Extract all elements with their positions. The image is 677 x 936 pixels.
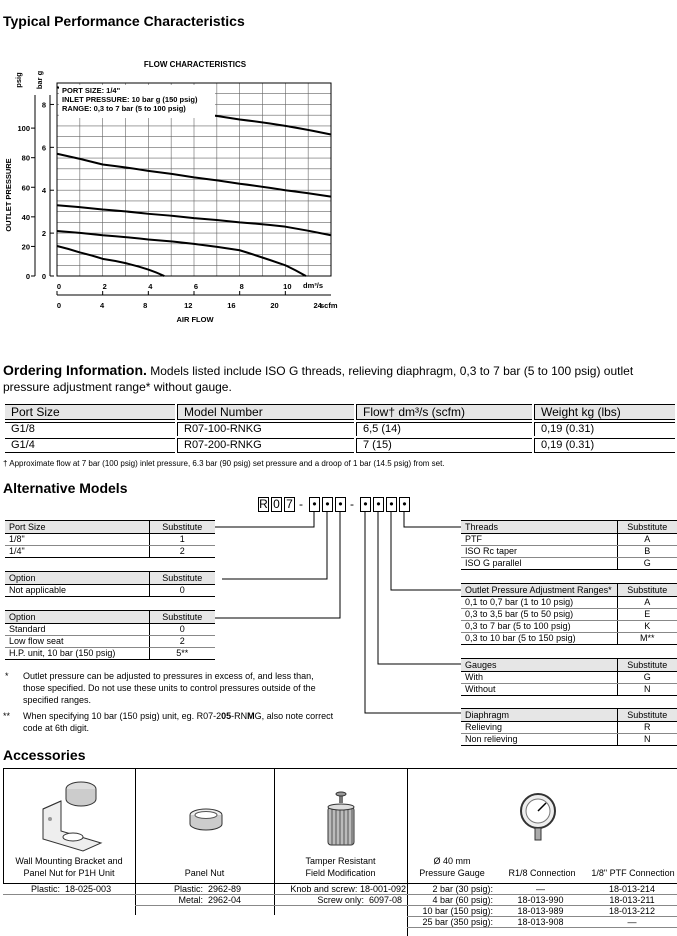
table-row xyxy=(5,624,215,636)
tamper-knob-image xyxy=(323,791,359,853)
option2-code: 5** xyxy=(149,648,215,660)
gauges-sub-head: Substitute xyxy=(617,659,677,672)
panel-nut-part: 2962-04 xyxy=(208,895,242,905)
bracket-part: 18-025-003 xyxy=(65,884,112,894)
dm3s-tick-label: 4 xyxy=(148,282,153,291)
port-size-sub-head: Substitute xyxy=(149,521,215,534)
port-size-label: 1/4" xyxy=(5,546,149,558)
port-size-code: 2 xyxy=(149,546,215,558)
code-char-2: 0 xyxy=(271,497,282,512)
code-char-1: R xyxy=(259,497,268,511)
note-text-2b: -RN xyxy=(231,711,248,721)
psig-tick-label: 100 xyxy=(17,124,30,134)
panel-nut-part: 2962-89 xyxy=(208,884,242,894)
dm3s-tick-label: 2 xyxy=(102,282,107,291)
table-row xyxy=(5,648,215,660)
tamper-part: 18-001-092 xyxy=(359,884,406,894)
col-flow: Flow† dm³/s (scfm) xyxy=(356,404,532,420)
code-slot-option1: • xyxy=(322,497,333,512)
panel-nut-image xyxy=(188,807,224,835)
threads-code: G xyxy=(617,558,677,570)
bar-tick-label: 6 xyxy=(41,143,46,153)
option2-sub-head: Substitute xyxy=(149,611,215,624)
diaphragm-code: N xyxy=(617,734,677,746)
note-text-1: Outlet pressure can be adjusted to pressures in excess of, and less than, those specified. Do not use these units to control pressures outside of the specified ranges. xyxy=(23,671,316,705)
outlet-code: E xyxy=(617,609,677,621)
bracket-name: Wall Mounting Bracket and Panel Nut for P1H Unit xyxy=(15,856,123,878)
option2-code: 2 xyxy=(149,636,215,648)
diaphragm-label: Non relieving xyxy=(461,734,617,746)
option2-label: H.P. unit, 10 bar (150 psig) xyxy=(5,648,149,660)
outlet-label: 0,3 to 10 bar (5 to 150 psig) xyxy=(461,633,617,645)
x-unit-scfm: scfm xyxy=(320,301,338,310)
panel-nut-row xyxy=(163,895,273,906)
threads-head: Threads xyxy=(461,521,617,534)
gauges-label: With xyxy=(461,672,617,684)
tamper-kind: Knob and screw: xyxy=(290,884,358,894)
psig-tick-label: 60 xyxy=(21,183,30,193)
code-slot-port: • xyxy=(309,497,320,512)
table-row xyxy=(461,672,677,684)
note-text-2c: G, also note correct code at 6th digit. xyxy=(23,711,334,733)
table-row xyxy=(461,633,677,645)
outlet-code: M** xyxy=(617,633,677,645)
table-row xyxy=(461,597,677,609)
table-row xyxy=(461,534,677,546)
diaphragm-table xyxy=(461,708,677,746)
table-row xyxy=(5,636,215,648)
cell-flow: 7 (15) xyxy=(356,438,532,453)
code-dash-1: - xyxy=(299,497,303,511)
cell-weight: 0,19 (0.31) xyxy=(534,438,675,453)
section-title: Typical Performance Characteristics xyxy=(3,13,245,29)
scfm-tick-label: 24 xyxy=(313,301,322,310)
port-size-table xyxy=(5,520,215,558)
gauge-ptf-part: — xyxy=(627,917,637,927)
outlet-code: A xyxy=(617,597,677,609)
code-dash-2: - xyxy=(350,497,354,511)
diaphragm-label: Relieving xyxy=(461,722,617,734)
option1-code: 0 xyxy=(149,585,215,597)
dm3s-tick-label: 6 xyxy=(193,282,199,291)
gauge-col-r18: R1/8 Connection xyxy=(508,868,576,878)
option2-label: Low flow seat xyxy=(5,636,149,648)
gauge-range: 4 bar (60 psig): xyxy=(432,895,493,905)
tamper-name: Tamper Resistant Field Modification xyxy=(305,856,376,878)
option1-sub-head: Substitute xyxy=(149,572,215,585)
bar-tick-label: 4 xyxy=(41,186,46,196)
gauge-r18-part: 18-013-990 xyxy=(517,895,564,905)
option2-label: Standard xyxy=(5,624,149,636)
ordering-heading: Ordering Information. xyxy=(3,362,147,378)
option1-head: Option xyxy=(5,572,149,585)
panel-nut-name: Panel Nut xyxy=(184,868,225,878)
dm3s-tick-label: 8 xyxy=(239,282,244,291)
chart-note-port: PORT SIZE: 1/4" xyxy=(62,86,121,95)
gauge-row xyxy=(407,884,677,895)
scfm-tick-label: 12 xyxy=(184,301,193,310)
dm3s-tick-label: 10 xyxy=(283,282,292,291)
outlet-code: K xyxy=(617,621,677,633)
diaphragm-sub-head: Substitute xyxy=(617,709,677,722)
note-outlet xyxy=(3,670,338,706)
accessories-table xyxy=(3,768,677,936)
panel-nut-material: Metal: xyxy=(178,895,203,905)
port-size-head: Port Size xyxy=(5,521,149,534)
diaphragm-head: Diaphragm xyxy=(461,709,617,722)
note-hp xyxy=(3,710,338,734)
table-row xyxy=(461,558,677,570)
tamper-row xyxy=(276,884,406,895)
gauges-head: Gauges xyxy=(461,659,617,672)
table-row xyxy=(461,546,677,558)
outlet-head: Outlet Pressure Adjustment Ranges* xyxy=(461,584,617,597)
option2-head: Option xyxy=(5,611,149,624)
gauge-range: 25 bar (350 psig): xyxy=(422,917,493,927)
gauges-code: N xyxy=(617,684,677,696)
alternative-heading: Alternative Models xyxy=(3,480,128,496)
table-row xyxy=(461,609,677,621)
chart-title: FLOW CHARACTERISTICS xyxy=(143,60,247,69)
threads-code: A xyxy=(617,534,677,546)
tamper-kind: Screw only: xyxy=(317,895,364,905)
option2-code: 0 xyxy=(149,624,215,636)
threads-label: ISO Rc taper xyxy=(461,546,617,558)
code-slot-option2: • xyxy=(335,497,346,512)
dm3s-tick-label: 0 xyxy=(56,282,62,291)
table-row xyxy=(5,546,215,558)
col-port-size: Port Size xyxy=(5,404,175,420)
gauges-label: Without xyxy=(461,684,617,696)
chart-note-inlet: INLET PRESSURE: 10 bar g (150 psig) xyxy=(62,95,198,104)
accessories-heading: Accessories xyxy=(3,747,86,763)
pressure-gauge-image xyxy=(518,791,558,843)
port-size-label: 1/8" xyxy=(5,534,149,546)
threads-label: PTF xyxy=(461,534,617,546)
note-bold-letter: M xyxy=(247,711,255,721)
cell-model: R07-200-RNKG xyxy=(177,438,354,453)
option1-label: Not applicable xyxy=(5,585,149,597)
bracket-row xyxy=(31,884,111,895)
note-bold-code: 05 xyxy=(221,711,232,721)
ordering-intro-text: Models listed include ISO G threads, relieving diaphragm, 0,3 to 7 bar (5 to 100 psig) outlet pressure adjustment range* without gauge. xyxy=(3,364,634,394)
gauge-r18-part: 18-013-989 xyxy=(517,906,564,916)
table-row xyxy=(461,734,677,746)
table-row xyxy=(5,534,215,546)
scfm-tick-label: 8 xyxy=(143,301,148,310)
scfm-tick-label: 16 xyxy=(227,301,236,310)
code-slot-gauges: • xyxy=(373,497,384,512)
cell-model: R07-100-RNKG xyxy=(177,422,354,436)
y-unit-bar: bar g xyxy=(35,70,44,90)
bar-tick-label: 2 xyxy=(41,229,46,239)
scfm-tick-label: 20 xyxy=(270,301,279,310)
tamper-row xyxy=(276,895,402,906)
outlet-range-table xyxy=(461,583,677,645)
tamper-part: 6097-08 xyxy=(368,895,402,905)
code-slot-outlet: • xyxy=(386,497,397,512)
col-weight: Weight kg (lbs) xyxy=(534,404,675,420)
ordering-footnote: † Approximate flow at 7 bar (100 psig) inlet pressure, 6.3 bar (90 psig) set pressure and a droop of 1 bar (14.5 psig) from set. xyxy=(3,459,445,468)
outlet-label: 0,3 to 7 bar (5 to 100 psig) xyxy=(461,621,617,633)
threads-label: ISO G parallel xyxy=(461,558,617,570)
code-char-3: 7 xyxy=(284,497,295,512)
gauge-r18-part: — xyxy=(536,884,545,894)
code-slot-diaphragm: • xyxy=(360,497,371,512)
psig-tick-label: 40 xyxy=(21,212,30,222)
col-model-number: Model Number xyxy=(177,404,354,420)
y-axis-label: OUTLET PRESSURE xyxy=(4,158,13,232)
gauge-col-ptf: 1/8" PTF Connection xyxy=(591,868,675,878)
threads-table xyxy=(461,520,677,570)
cell-weight: 0,19 (0.31) xyxy=(534,422,675,436)
bracket-material: Plastic: xyxy=(31,884,61,894)
note-mark-2: ** xyxy=(3,711,11,721)
note-mark-1: * xyxy=(5,671,9,681)
psig-tick-label: 20 xyxy=(21,242,30,252)
table-row xyxy=(5,585,215,597)
psig-tick-label: 0 xyxy=(25,272,30,281)
gauge-range: 10 bar (150 psig): xyxy=(422,906,493,916)
table-row xyxy=(461,684,677,696)
diaphragm-code: R xyxy=(617,722,677,734)
cell-port: G1/8 xyxy=(5,422,175,436)
x-unit-dm3s: dm³/s xyxy=(303,281,324,290)
gauge-range: 2 bar (30 psig): xyxy=(432,884,493,894)
gauge-row xyxy=(407,906,677,917)
panel-nut-material: Plastic: xyxy=(173,884,203,894)
gauges-table xyxy=(461,658,677,696)
note-text-2a: When specifying 10 bar (150 psig) unit, eg. R07-2 xyxy=(23,711,222,721)
port-size-code: 1 xyxy=(149,534,215,546)
psig-tick-label: 80 xyxy=(21,153,30,163)
gauge-ptf-part: 18-013-211 xyxy=(609,895,655,905)
threads-code: B xyxy=(617,546,677,558)
gauges-code: G xyxy=(617,672,677,684)
scfm-tick-label: 0 xyxy=(56,301,62,310)
option1-table xyxy=(5,571,215,597)
alt-notes xyxy=(3,670,338,734)
table-row xyxy=(461,621,677,633)
x-axis-label: AIR FLOW xyxy=(176,315,214,324)
gauge-row xyxy=(407,895,677,906)
outlet-label: 0,3 to 3,5 bar (5 to 50 psig) xyxy=(461,609,617,621)
gauge-name: Ø 40 mm Pressure Gauge xyxy=(419,856,485,878)
gauge-ptf-part: 18-013-214 xyxy=(608,884,656,894)
bracket-image xyxy=(33,774,108,854)
y-unit-psig: psig xyxy=(14,72,23,88)
outlet-label: 0,1 to 0,7 bar (1 to 10 psig) xyxy=(461,597,617,609)
threads-sub-head: Substitute xyxy=(617,521,677,534)
gauge-row xyxy=(407,917,677,928)
scfm-tick-label: 4 xyxy=(100,301,105,310)
cell-port: G1/4 xyxy=(5,438,175,453)
panel-nut-row xyxy=(163,884,273,895)
chart-note-range: RANGE: 0,3 to 7 bar (5 to 100 psig) xyxy=(62,104,186,113)
gauge-r18-part: 18-013-908 xyxy=(517,917,564,927)
option2-table xyxy=(5,610,215,660)
cell-flow: 6,5 (14) xyxy=(356,422,532,436)
bar-tick-label: 0 xyxy=(41,272,46,281)
table-row xyxy=(461,722,677,734)
gauge-ptf-part: 18-013-212 xyxy=(608,906,656,916)
code-slot-threads: • xyxy=(399,497,410,512)
bar-tick-label: 8 xyxy=(41,100,46,110)
outlet-sub-head: Substitute xyxy=(617,584,677,597)
